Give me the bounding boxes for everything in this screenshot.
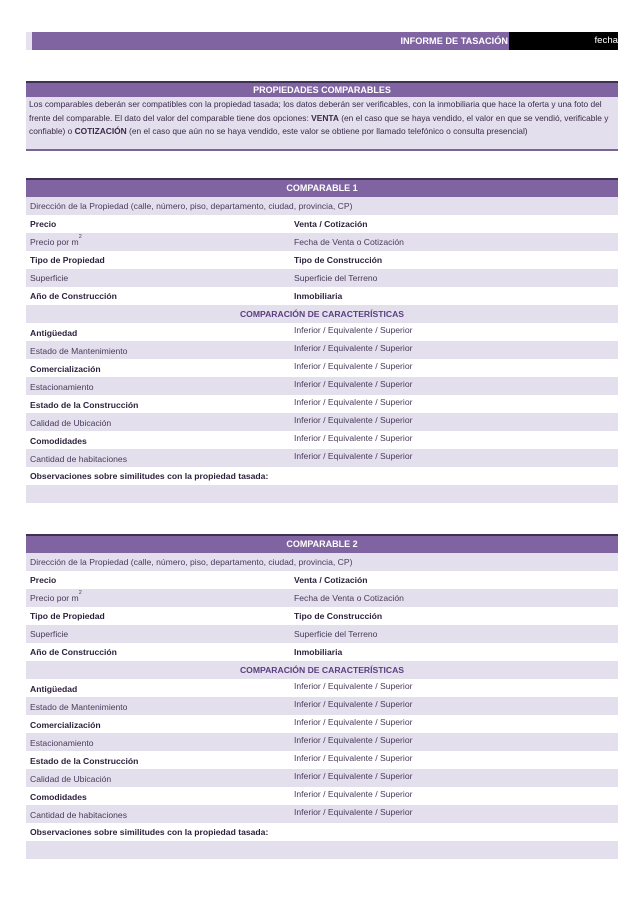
field-label-right: Inmobiliaria <box>294 647 343 657</box>
field-label-right: Venta / Cotización <box>294 575 368 585</box>
characteristic-value[interactable]: Inferior / Equivalente / Superior <box>294 379 413 389</box>
characteristic-label: Estado de Mantenimiento <box>30 702 128 712</box>
characteristic-value[interactable]: Inferior / Equivalente / Superior <box>294 681 413 691</box>
characteristic-label: Cantidad de habitaciones <box>30 810 127 820</box>
intro-paragraph <box>26 97 618 139</box>
characteristic-label: Cantidad de habitaciones <box>30 454 127 464</box>
date-field[interactable]: fecha <box>594 35 618 46</box>
characteristic-label: Comodidades <box>30 436 87 446</box>
characteristic-value[interactable]: Inferior / Equivalente / Superior <box>294 699 413 709</box>
characteristic-label: Antigüedad <box>30 684 78 694</box>
field-label-left-text: Superficie <box>30 273 69 283</box>
characteristics-title: COMPARACIÓN DE CARACTERÍSTICAS <box>26 305 618 323</box>
characteristic-value[interactable]: Inferior / Equivalente / Superior <box>294 717 413 727</box>
field-label-left <box>30 233 82 251</box>
characteristic-value[interactable]: Inferior / Equivalente / Superior <box>294 807 413 817</box>
field-row[interactable] <box>26 287 618 305</box>
intro-text-3: (en el caso que aún no se haya vendido, este valor se obtiene por llamado telefónico o consulta presencial) <box>126 126 528 137</box>
characteristic-row[interactable] <box>26 449 618 467</box>
field-label-right: Tipo de Construcción <box>294 255 383 265</box>
characteristic-value[interactable]: Inferior / Equivalente / Superior <box>294 433 413 443</box>
address-row[interactable] <box>26 197 618 215</box>
observations-row <box>26 823 618 841</box>
characteristic-value[interactable]: Inferior / Equivalente / Superior <box>294 397 413 407</box>
intro-text-1: Los comparables deberán ser compatibles con la propiedad tasada; los datos deberán ser verificables, con la inmobiliaria que hace la oferta y una foto del frente del comparable. El dato del valor del comparable tiene dos opciones: <box>29 99 602 123</box>
characteristic-label: Estado de la Construcción <box>30 756 139 766</box>
field-label-right: Venta / Cotización <box>294 219 368 229</box>
field-row[interactable] <box>26 571 618 589</box>
field-row[interactable] <box>26 607 618 625</box>
field-label-right: Fecha de Venta o Cotización <box>294 593 404 603</box>
field-label-right: Fecha de Venta o Cotización <box>294 237 404 247</box>
characteristic-label: Estacionamiento <box>30 382 94 392</box>
field-row[interactable] <box>26 233 618 251</box>
field-row[interactable] <box>26 589 618 607</box>
field-label-left <box>30 251 105 269</box>
observations-label: Observaciones sobre similitudes con la propiedad tasada: <box>30 471 269 481</box>
observations-label: Observaciones sobre similitudes con la propiedad tasada: <box>30 827 269 837</box>
characteristic-row[interactable] <box>26 805 618 823</box>
characteristic-value[interactable]: Inferior / Equivalente / Superior <box>294 735 413 745</box>
field-row[interactable] <box>26 643 618 661</box>
field-label-left <box>30 607 105 625</box>
characteristic-label: Estado de la Construcción <box>30 400 139 410</box>
observations-row <box>26 467 618 485</box>
field-label-left <box>30 643 117 661</box>
comparable-title: COMPARABLE 2 <box>26 536 618 553</box>
field-label-left-text: Superficie <box>30 629 69 639</box>
characteristic-value[interactable]: Inferior / Equivalente / Superior <box>294 753 413 763</box>
header-lead-block <box>26 32 32 50</box>
intro-cotizacion: COTIZACIÓN <box>74 126 127 137</box>
field-row[interactable] <box>26 251 618 269</box>
characteristic-label: Estacionamiento <box>30 738 94 748</box>
superscript: 2 <box>78 590 82 596</box>
characteristic-value[interactable]: Inferior / Equivalente / Superior <box>294 789 413 799</box>
intro-text-2: (en el caso que se haya vendido, el valor en que se vendió, verificable y confiable) o <box>29 112 609 137</box>
address-label: Dirección de la Propiedad (calle, número, piso, departamento, ciudad, provincia, CP) <box>30 557 353 567</box>
address-row[interactable] <box>26 553 618 571</box>
comparables-intro <box>26 97 618 151</box>
field-label-left-text: Precio por m <box>30 237 79 247</box>
characteristic-label: Estado de Mantenimiento <box>30 346 128 356</box>
field-label-left <box>30 571 56 589</box>
field-label-right: Inmobiliaria <box>294 291 343 301</box>
characteristic-value[interactable]: Inferior / Equivalente / Superior <box>294 325 413 335</box>
characteristic-label: Comercialización <box>30 364 101 374</box>
field-label-left <box>30 269 68 287</box>
report-title: INFORME DE TASACIÓN <box>400 36 508 46</box>
field-row[interactable] <box>26 215 618 233</box>
comparable-title: COMPARABLE 1 <box>26 180 618 197</box>
intro-venta: VENTA <box>311 112 339 123</box>
field-row[interactable] <box>26 625 618 643</box>
field-row[interactable] <box>26 269 618 287</box>
field-label-left-text: Tipo de Propiedad <box>30 255 105 265</box>
field-label-left <box>30 589 82 607</box>
characteristic-label: Comodidades <box>30 792 87 802</box>
characteristic-label: Calidad de Ubicación <box>30 418 112 428</box>
characteristic-label: Calidad de Ubicación <box>30 774 112 784</box>
characteristics-title: COMPARACIÓN DE CARACTERÍSTICAS <box>26 661 618 679</box>
superscript: 2 <box>78 234 82 240</box>
characteristic-label: Antigüedad <box>30 328 78 338</box>
observations-input[interactable] <box>26 841 618 859</box>
field-label-left-text: Precio <box>30 575 57 585</box>
field-label-left-text: Precio por m <box>30 593 79 603</box>
address-label: Dirección de la Propiedad (calle, número, piso, departamento, ciudad, provincia, CP) <box>30 201 353 211</box>
field-label-right: Superficie del Terreno <box>294 273 378 283</box>
field-label-left-text: Tipo de Propiedad <box>30 611 105 621</box>
field-label-left <box>30 625 68 643</box>
field-label-right: Superficie del Terreno <box>294 629 378 639</box>
field-label-left <box>30 215 56 233</box>
comparables-section-title: PROPIEDADES COMPARABLES <box>26 83 618 97</box>
characteristic-value[interactable]: Inferior / Equivalente / Superior <box>294 415 413 425</box>
characteristic-value[interactable]: Inferior / Equivalente / Superior <box>294 771 413 781</box>
field-label-left <box>30 287 117 305</box>
field-label-left-text: Año de Construcción <box>30 647 117 657</box>
characteristic-value[interactable]: Inferior / Equivalente / Superior <box>294 451 413 461</box>
field-label-left-text: Año de Construcción <box>30 291 117 301</box>
characteristic-label: Comercialización <box>30 720 101 730</box>
characteristic-value[interactable]: Inferior / Equivalente / Superior <box>294 343 413 353</box>
observations-input[interactable] <box>26 485 618 503</box>
field-label-right: Tipo de Construcción <box>294 611 383 621</box>
field-label-left-text: Precio <box>30 219 57 229</box>
characteristic-value[interactable]: Inferior / Equivalente / Superior <box>294 361 413 371</box>
